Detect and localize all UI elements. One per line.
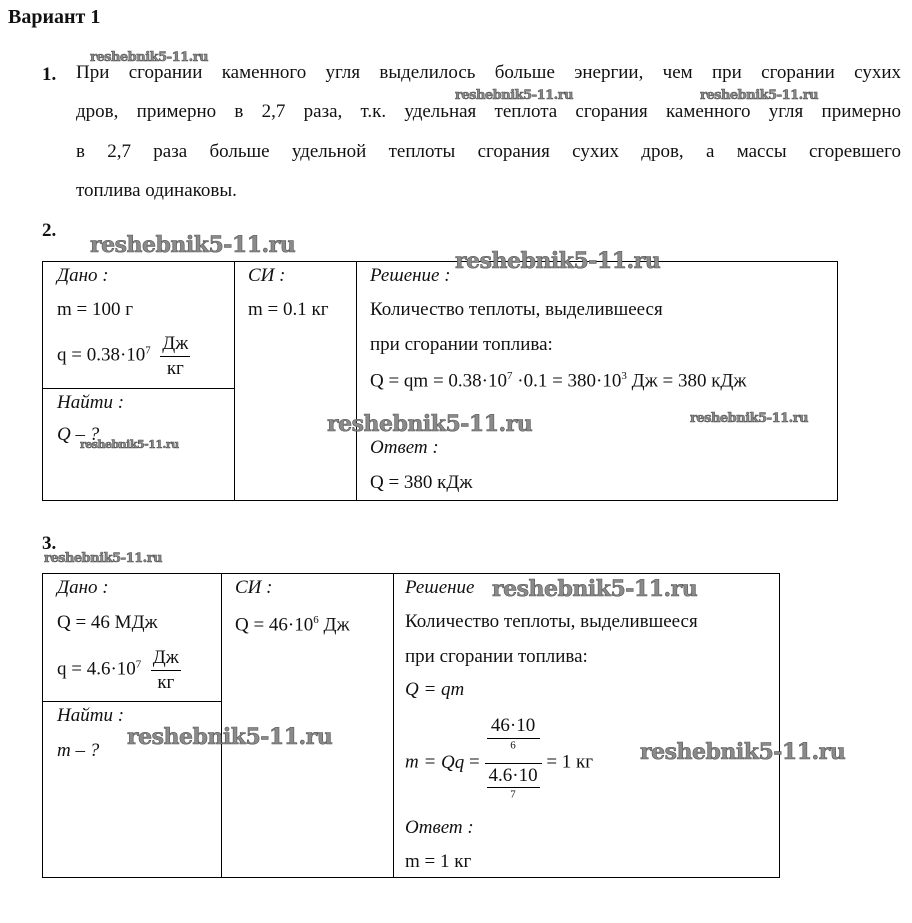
task1-line: топлива одинаковы. (76, 180, 237, 201)
watermark: reshebnik5-11.ru (455, 248, 661, 274)
formula-m: m = Qq = 46·10 $^6$ 4.6·10 $^7$ = 1 кг (405, 715, 594, 801)
solution-line: при сгорании топлива: (370, 334, 553, 355)
watermark: reshebnik5-11.ru (127, 724, 333, 750)
watermark: reshebnik5-11.ru (455, 88, 574, 103)
formula-q-qm: Q = qm (405, 679, 465, 700)
find-label: Найти : (57, 392, 125, 413)
given-m: m = 100 г (57, 299, 134, 320)
answer-value: Q = 380 кДж (370, 472, 473, 493)
answer-value: m = 1 кг (405, 851, 472, 872)
find-value: m – ? (57, 740, 100, 761)
watermark: reshebnik5-11.ru (690, 411, 809, 426)
solution-label: Решение (405, 577, 475, 598)
given-label: Дано : (57, 577, 109, 598)
variant-title: Вариант 1 (8, 6, 101, 28)
watermark: reshebnik5-11.ru (44, 551, 163, 566)
watermark: reshebnik5-11.ru (700, 88, 819, 103)
si-label: СИ : (248, 265, 286, 286)
watermark: reshebnik5-11.ru (327, 411, 533, 437)
si-value: $Q = 46\cdot 10^6$ Дж (235, 614, 350, 636)
task1-number: 1. (42, 64, 57, 85)
solution-label: Решение : (370, 265, 451, 286)
task1-line: дров, примерно в 2,7 раза, т.к. удельная теплота сгорания каменного угля примерно (76, 101, 901, 122)
watermark: reshebnik5-11.ru (90, 232, 296, 258)
watermark: reshebnik5-11.ru (80, 438, 179, 451)
given-Q: Q = 46 МДж (57, 612, 158, 633)
solution-formula: Q = qm = $0.38\cdot 10^7 \cdot 0.1 = 380\cdot 10^3$ Дж = 380 кДж (370, 370, 747, 392)
task1-line: При сгорании каменного угля выделилось больше энергии, чем при сгорании сухих (76, 62, 901, 83)
find-label: Найти : (57, 705, 125, 726)
find-value: Q – ? (57, 424, 100, 445)
given-label: Дано : (57, 265, 109, 286)
given-q: $q = 4.6\cdot 10^7$ $\frac{Дж}{кг}$ (57, 647, 179, 693)
task1-line: в 2,7 раза больше удельной теплоты сгорания сухих дров, а массы сгоревшего (76, 141, 901, 162)
watermark: reshebnik5-11.ru (90, 50, 209, 65)
si-value: m = 0.1 кг (248, 299, 329, 320)
answer-label: Ответ : (370, 437, 439, 458)
solution-line: Количество теплоты, выделившееся (370, 299, 663, 320)
given-q: $q = 0.38\cdot 10^7$ $\frac{Дж}{кг}$ (57, 333, 189, 379)
watermark: reshebnik5-11.ru (492, 576, 698, 602)
answer-label: Ответ : (405, 817, 474, 838)
solution-line: при сгорании топлива: (405, 646, 588, 667)
task3-number: 3. (42, 533, 57, 554)
task2-table (42, 261, 838, 501)
solution-line: Количество теплоты, выделившееся (405, 611, 698, 632)
task2-number: 2. (42, 220, 57, 241)
si-label: СИ : (235, 577, 273, 598)
watermark: reshebnik5-11.ru (640, 739, 846, 765)
